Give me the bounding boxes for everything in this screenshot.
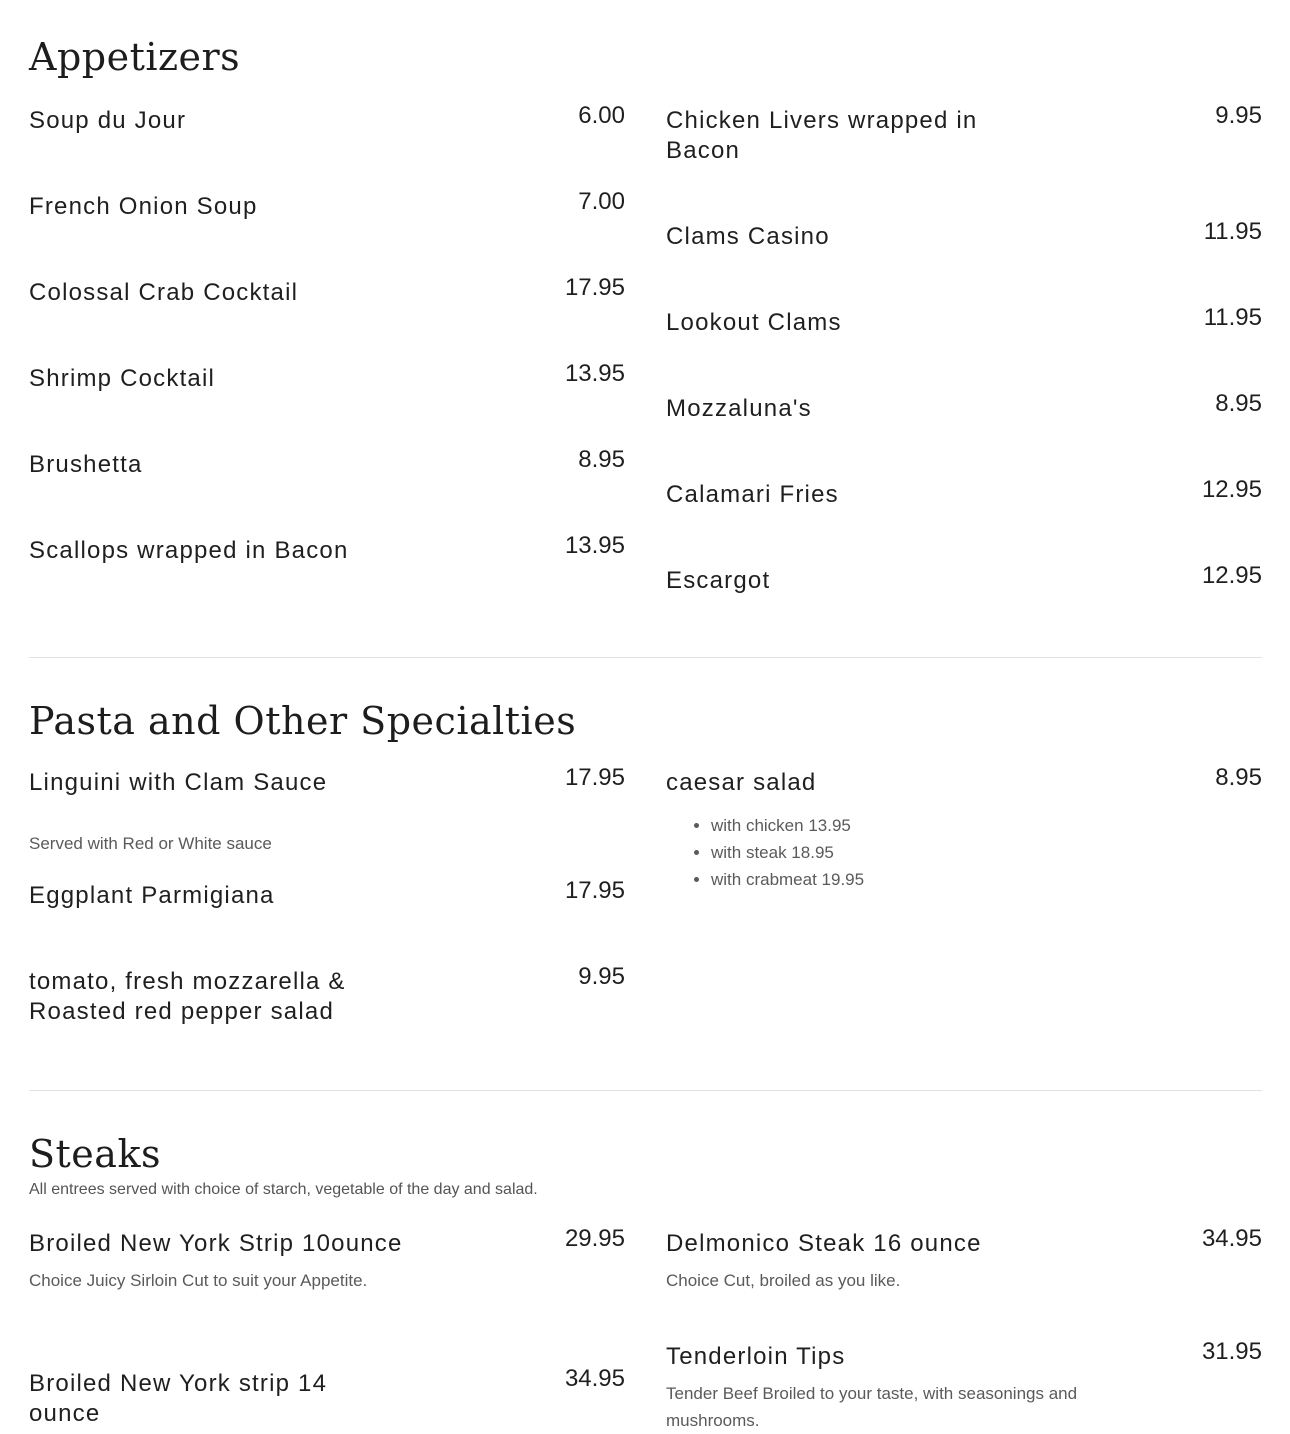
item-price: 34.95 bbox=[564, 1365, 625, 1392]
section-note: All entrees served with choice of starch, vegetable of the day and salad. bbox=[29, 1181, 538, 1198]
menu-item bbox=[666, 304, 1262, 394]
item-name: Linguini with Clam Sauce bbox=[29, 769, 328, 796]
item-name: French Onion Soup bbox=[29, 193, 258, 220]
item-price: 17.95 bbox=[564, 877, 625, 904]
item-price: 17.95 bbox=[564, 274, 625, 301]
menu-item bbox=[29, 274, 625, 364]
item-price: 6.00 bbox=[578, 102, 625, 129]
left-column bbox=[29, 102, 625, 652]
menu-item bbox=[666, 390, 1262, 480]
item-price: 9.95 bbox=[578, 963, 625, 990]
menu-item bbox=[666, 476, 1262, 566]
item-price: 29.95 bbox=[564, 1225, 625, 1252]
item-name: Tenderloin Tips bbox=[666, 1343, 846, 1370]
menu-item bbox=[29, 877, 625, 967]
addon-item: • with crabmeat 19.95 bbox=[711, 866, 864, 893]
item-name: Lookout Clams bbox=[666, 309, 842, 336]
menu-item bbox=[666, 764, 1262, 893]
menu-item bbox=[666, 102, 1262, 222]
right-column bbox=[666, 102, 1262, 652]
section-steaks bbox=[29, 1132, 1262, 1430]
section-pasta bbox=[29, 699, 1262, 1025]
menu-item bbox=[666, 1225, 1262, 1342]
item-price: 17.95 bbox=[564, 764, 625, 791]
menu-item bbox=[29, 446, 625, 536]
menu-item bbox=[29, 764, 625, 881]
item-price: 8.95 bbox=[578, 446, 625, 473]
item-price: 8.95 bbox=[1215, 764, 1262, 791]
menu-item bbox=[29, 963, 625, 1083]
item-price: 31.95 bbox=[1201, 1338, 1262, 1365]
item-price: 11.95 bbox=[1203, 218, 1262, 245]
section-title: Appetizers bbox=[29, 35, 241, 79]
menu-item bbox=[29, 188, 625, 278]
right-column bbox=[666, 1225, 1262, 1434]
left-column bbox=[29, 764, 625, 1083]
item-price: 12.95 bbox=[1201, 562, 1262, 589]
item-description: Choice Juicy Sirloin Cut to suit your Appetite. bbox=[29, 1271, 368, 1290]
item-name: Soup du Jour bbox=[29, 107, 187, 134]
menu-item bbox=[666, 1338, 1262, 1434]
menu-item bbox=[29, 102, 625, 192]
item-description: Tender Beef Broiled to your taste, with seasonings and mushrooms. bbox=[666, 1384, 1078, 1430]
item-price: 11.95 bbox=[1203, 304, 1262, 331]
item-name: Brushetta bbox=[29, 451, 143, 478]
item-price: 8.95 bbox=[1215, 390, 1262, 417]
section-appetizers bbox=[29, 35, 1262, 594]
right-column bbox=[666, 764, 1262, 1083]
item-name: Shrimp Cocktail bbox=[29, 365, 216, 392]
item-name: Calamari Fries bbox=[666, 481, 839, 508]
item-price: 12.95 bbox=[1201, 476, 1262, 503]
section-title: Pasta and Other Specialties bbox=[29, 699, 577, 743]
addon-item: • with steak 18.95 bbox=[711, 839, 864, 866]
item-name: Eggplant Parmigiana bbox=[29, 882, 275, 909]
item-name: Scallops wrapped in Bacon bbox=[29, 537, 349, 564]
item-name: Mozzaluna's bbox=[666, 395, 812, 422]
addon-list bbox=[666, 812, 864, 893]
item-price: 9.95 bbox=[1215, 102, 1262, 129]
menu-item bbox=[29, 1225, 625, 1369]
item-name: Colossal Crab Cocktail bbox=[29, 279, 299, 306]
item-price: 7.00 bbox=[578, 188, 625, 215]
section-divider bbox=[29, 1090, 1262, 1091]
section-title: Steaks bbox=[29, 1132, 161, 1176]
item-name: tomato, fresh mozzarella & Roasted red pepper salad bbox=[29, 968, 346, 1025]
menu-item bbox=[29, 532, 625, 622]
section-divider bbox=[29, 657, 1262, 658]
item-description: Served with Red or White sauce bbox=[29, 834, 272, 853]
item-name: Delmonico Steak 16 ounce bbox=[666, 1230, 982, 1257]
item-price: 13.95 bbox=[564, 360, 625, 387]
item-price: 34.95 bbox=[1201, 1225, 1262, 1252]
item-name: Broiled New York Strip 10ounce bbox=[29, 1230, 403, 1257]
item-name: Chicken Livers wrapped in Bacon bbox=[666, 107, 978, 164]
menu-item bbox=[29, 360, 625, 450]
menu-item bbox=[666, 562, 1262, 652]
menu-item bbox=[666, 218, 1262, 308]
menu-item bbox=[29, 1365, 625, 1429]
item-name: caesar salad bbox=[666, 769, 817, 796]
item-name: Escargot bbox=[666, 567, 771, 594]
item-name: Broiled New York strip 14 ounce bbox=[29, 1370, 328, 1427]
item-price: 13.95 bbox=[564, 532, 625, 559]
item-description: Choice Cut, broiled as you like. bbox=[666, 1271, 901, 1290]
item-name: Clams Casino bbox=[666, 223, 830, 250]
left-column bbox=[29, 1225, 625, 1434]
addon-item: • with chicken 13.95 bbox=[711, 812, 864, 839]
